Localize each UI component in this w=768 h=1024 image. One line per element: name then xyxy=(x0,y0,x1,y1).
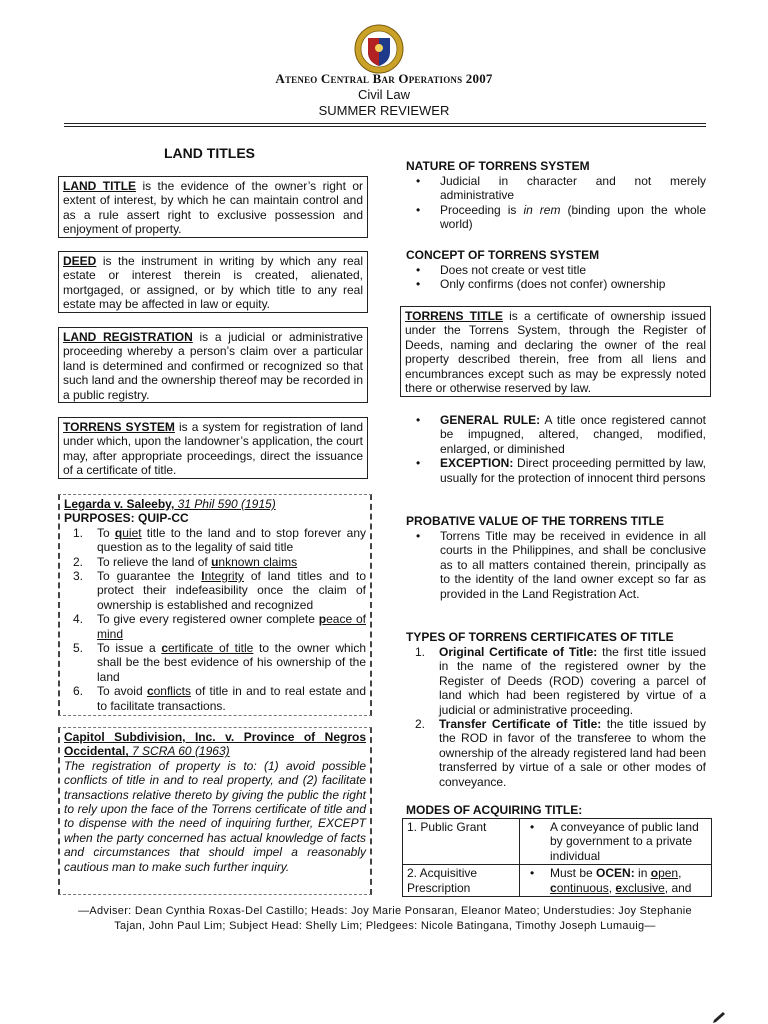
nature-item-2: • Proceeding is in rem (binding upon the whole world) xyxy=(406,203,706,232)
footer-credits-line-2: Tajan, John Paul Lim; Subject Head: Shelly Lim; Pledgees: Nicole Batingana, Timothy Joseph Lumauig— xyxy=(114,920,656,932)
deed-text: is the instrument in writing by which any real estate or interest therein is created, alienated, mortgaged, or assigned, or by which title to any real estate may be affected in law or equity. xyxy=(63,254,363,312)
capitol-case-text: The registration of property is to: (1) avoid possible conflicts of title in and to real property, and (2) facilitate transactions relative thereto by giving the public the right to rely upon the face of the Torrens certificate of title and to dispense with the need of inquiring further, EXCEPT when the party concerned has actual knowledge of facts and circumstances that should impel a reasonably cautious man to make such further inquiry. xyxy=(64,758,366,874)
purpose-item: 4. To give every registered owner complete peace of mind xyxy=(73,612,366,641)
purpose-item: 6. To avoid conflicts of title in and to real estate and to facilitate transactions. xyxy=(73,684,367,713)
exception-item: • EXCEPTION: Direct proceeding permitted by law, usually for the protection of innocent third persons xyxy=(406,456,706,485)
purpose-item: 1. To quiet title to the land and to stop forever any question as to the legality of said title xyxy=(73,525,366,555)
pencil-icon xyxy=(712,1012,726,1024)
types-list xyxy=(406,645,706,789)
mode-public-grant-desc: • A conveyance of public land by government to a private individual xyxy=(520,819,712,865)
nature-heading: NATURE OF TORRENS SYSTEM xyxy=(406,159,590,173)
torrens-system-text: is a system for registration of land under which, upon the landowner’s application, the court may, after appropriate proceedings, direct the issuance of a certificate of title. xyxy=(63,420,363,478)
deed-definition xyxy=(58,251,368,313)
torrens-title-text: is a certificate of ownership issued under the Torrens System, through the Register of Deeds, naming and declaring the owner of the real property described therein, free from all liens and encumbrances except such as may be expressly noted there or otherwise reserved by law. xyxy=(405,309,706,396)
capitol-case-box xyxy=(58,727,372,895)
purposes-list xyxy=(64,526,366,713)
legarda-case-citation: Legarda v. Saleeby, 31 Phil 590 (1915) xyxy=(64,497,276,511)
capitol-case-citation: Capitol Subdivision, Inc. v. Province of Negros Occidental, 7 SCRA 60 (1963) xyxy=(64,730,366,759)
mode-acquisitive-prescription: 2. Acquisitive Prescription xyxy=(403,865,520,897)
land-title-definition xyxy=(58,176,368,238)
probative-heading: PROBATIVE VALUE OF THE TORRENS TITLE xyxy=(406,514,665,528)
purpose-item: 2. To relieve the land of unknown claims xyxy=(73,554,298,569)
term-torrens-system: TORRENS SYSTEM xyxy=(63,420,175,434)
torrens-title-definition xyxy=(400,306,711,397)
term-torrens-title: TORRENS TITLE xyxy=(405,309,503,323)
certificate-type-item: 1. Original Certificate of Title: the first title issued in the name of the registered owner by the Register of Deeds (ROD) covering a parcel of land which had been registered by virtue of a judicial or administrative proceeding. xyxy=(415,645,706,717)
mode-acquisitive-prescription-desc: • Must be OCEN: in open, continuous, exclusive, and xyxy=(520,865,712,897)
probative-list xyxy=(406,529,706,601)
header-subject: Civil Law xyxy=(357,87,410,102)
land-title-text: is the evidence of the owner’s right or extent of interest, by which he can maintain control and as a rule assert right to exclusive possession and enjoyment of property. xyxy=(63,179,363,237)
page-title: LAND TITLES xyxy=(164,145,255,161)
probative-item: • Torrens Title may be received in evidence in all courts in the Philippines, and shall be conclusive as to all matters contained therein, principally as to the identity of the land owner except so far as provided in the Land Registration Act. xyxy=(406,529,706,601)
modes-heading: MODES OF ACQUIRING TITLE: xyxy=(406,803,583,817)
torrens-system-definition xyxy=(58,417,368,479)
land-registration-definition xyxy=(58,327,368,403)
modes-row xyxy=(403,819,712,865)
nature-item-1: • Judicial in character and not merely administrative xyxy=(406,174,706,203)
purpose-item: 5. To issue a certificate of title to the owner which shall be the best evidence of his ownership of the land xyxy=(73,641,366,684)
mode-public-grant: 1. Public Grant xyxy=(403,819,520,865)
general-rule-item: • GENERAL RULE: A title once registered cannot be impugned, altered, changed, modified, enlarged, or diminished xyxy=(406,413,706,456)
rule-exception-list xyxy=(406,413,706,485)
footer-credits-line-1: —Adviser: Dean Cynthia Roxas-Del Castillo; Heads: Joy Marie Ponsaran, Eleanor Mateo; Understudies: Joy Stephanie xyxy=(78,905,692,917)
term-deed: DEED xyxy=(63,254,97,268)
purpose-item: 3. To guarantee the Integrity of land titles and to protect their indefeasibility once the claim of ownership is established and recognized xyxy=(73,569,366,612)
concept-heading: CONCEPT OF TORRENS SYSTEM xyxy=(406,248,600,262)
modes-row xyxy=(403,865,712,897)
header-organization: Ateneo Central Bar Operations 2007 xyxy=(275,71,493,86)
header-rule-bottom xyxy=(64,126,706,127)
land-registration-text: is a judicial or administrative proceeding whereby a person’s claim over a particular land is determined and confirmed or recognized so that such land and the ownership thereof may be recorded in a public registry. xyxy=(63,330,363,402)
types-heading: TYPES OF TORRENS CERTIFICATES OF TITLE xyxy=(406,630,674,644)
header-reviewer: SUMMER REVIEWER xyxy=(318,103,450,118)
ateneo-seal-logo xyxy=(354,24,404,74)
concept-item-1: • Does not create or vest title xyxy=(406,263,706,277)
certificate-type-item: 2. Transfer Certificate of Title: the title issued by the ROD in favor of the transferee to whom the ownership of the already registered land had been transferred by virtue of a sale or other modes of conveyance. xyxy=(415,717,706,789)
term-land-title: LAND TITLE xyxy=(63,179,137,193)
legarda-case-box xyxy=(58,494,372,716)
concept-item-2: • Only confirms (does not confer) ownership xyxy=(406,277,706,291)
legarda-purposes: PURPOSES: QUIP-CC xyxy=(64,511,189,526)
concept-list xyxy=(406,263,706,292)
modes-table xyxy=(402,818,712,897)
term-land-registration: LAND REGISTRATION xyxy=(63,330,193,344)
header-rule-top xyxy=(64,123,706,124)
nature-list xyxy=(406,174,706,232)
